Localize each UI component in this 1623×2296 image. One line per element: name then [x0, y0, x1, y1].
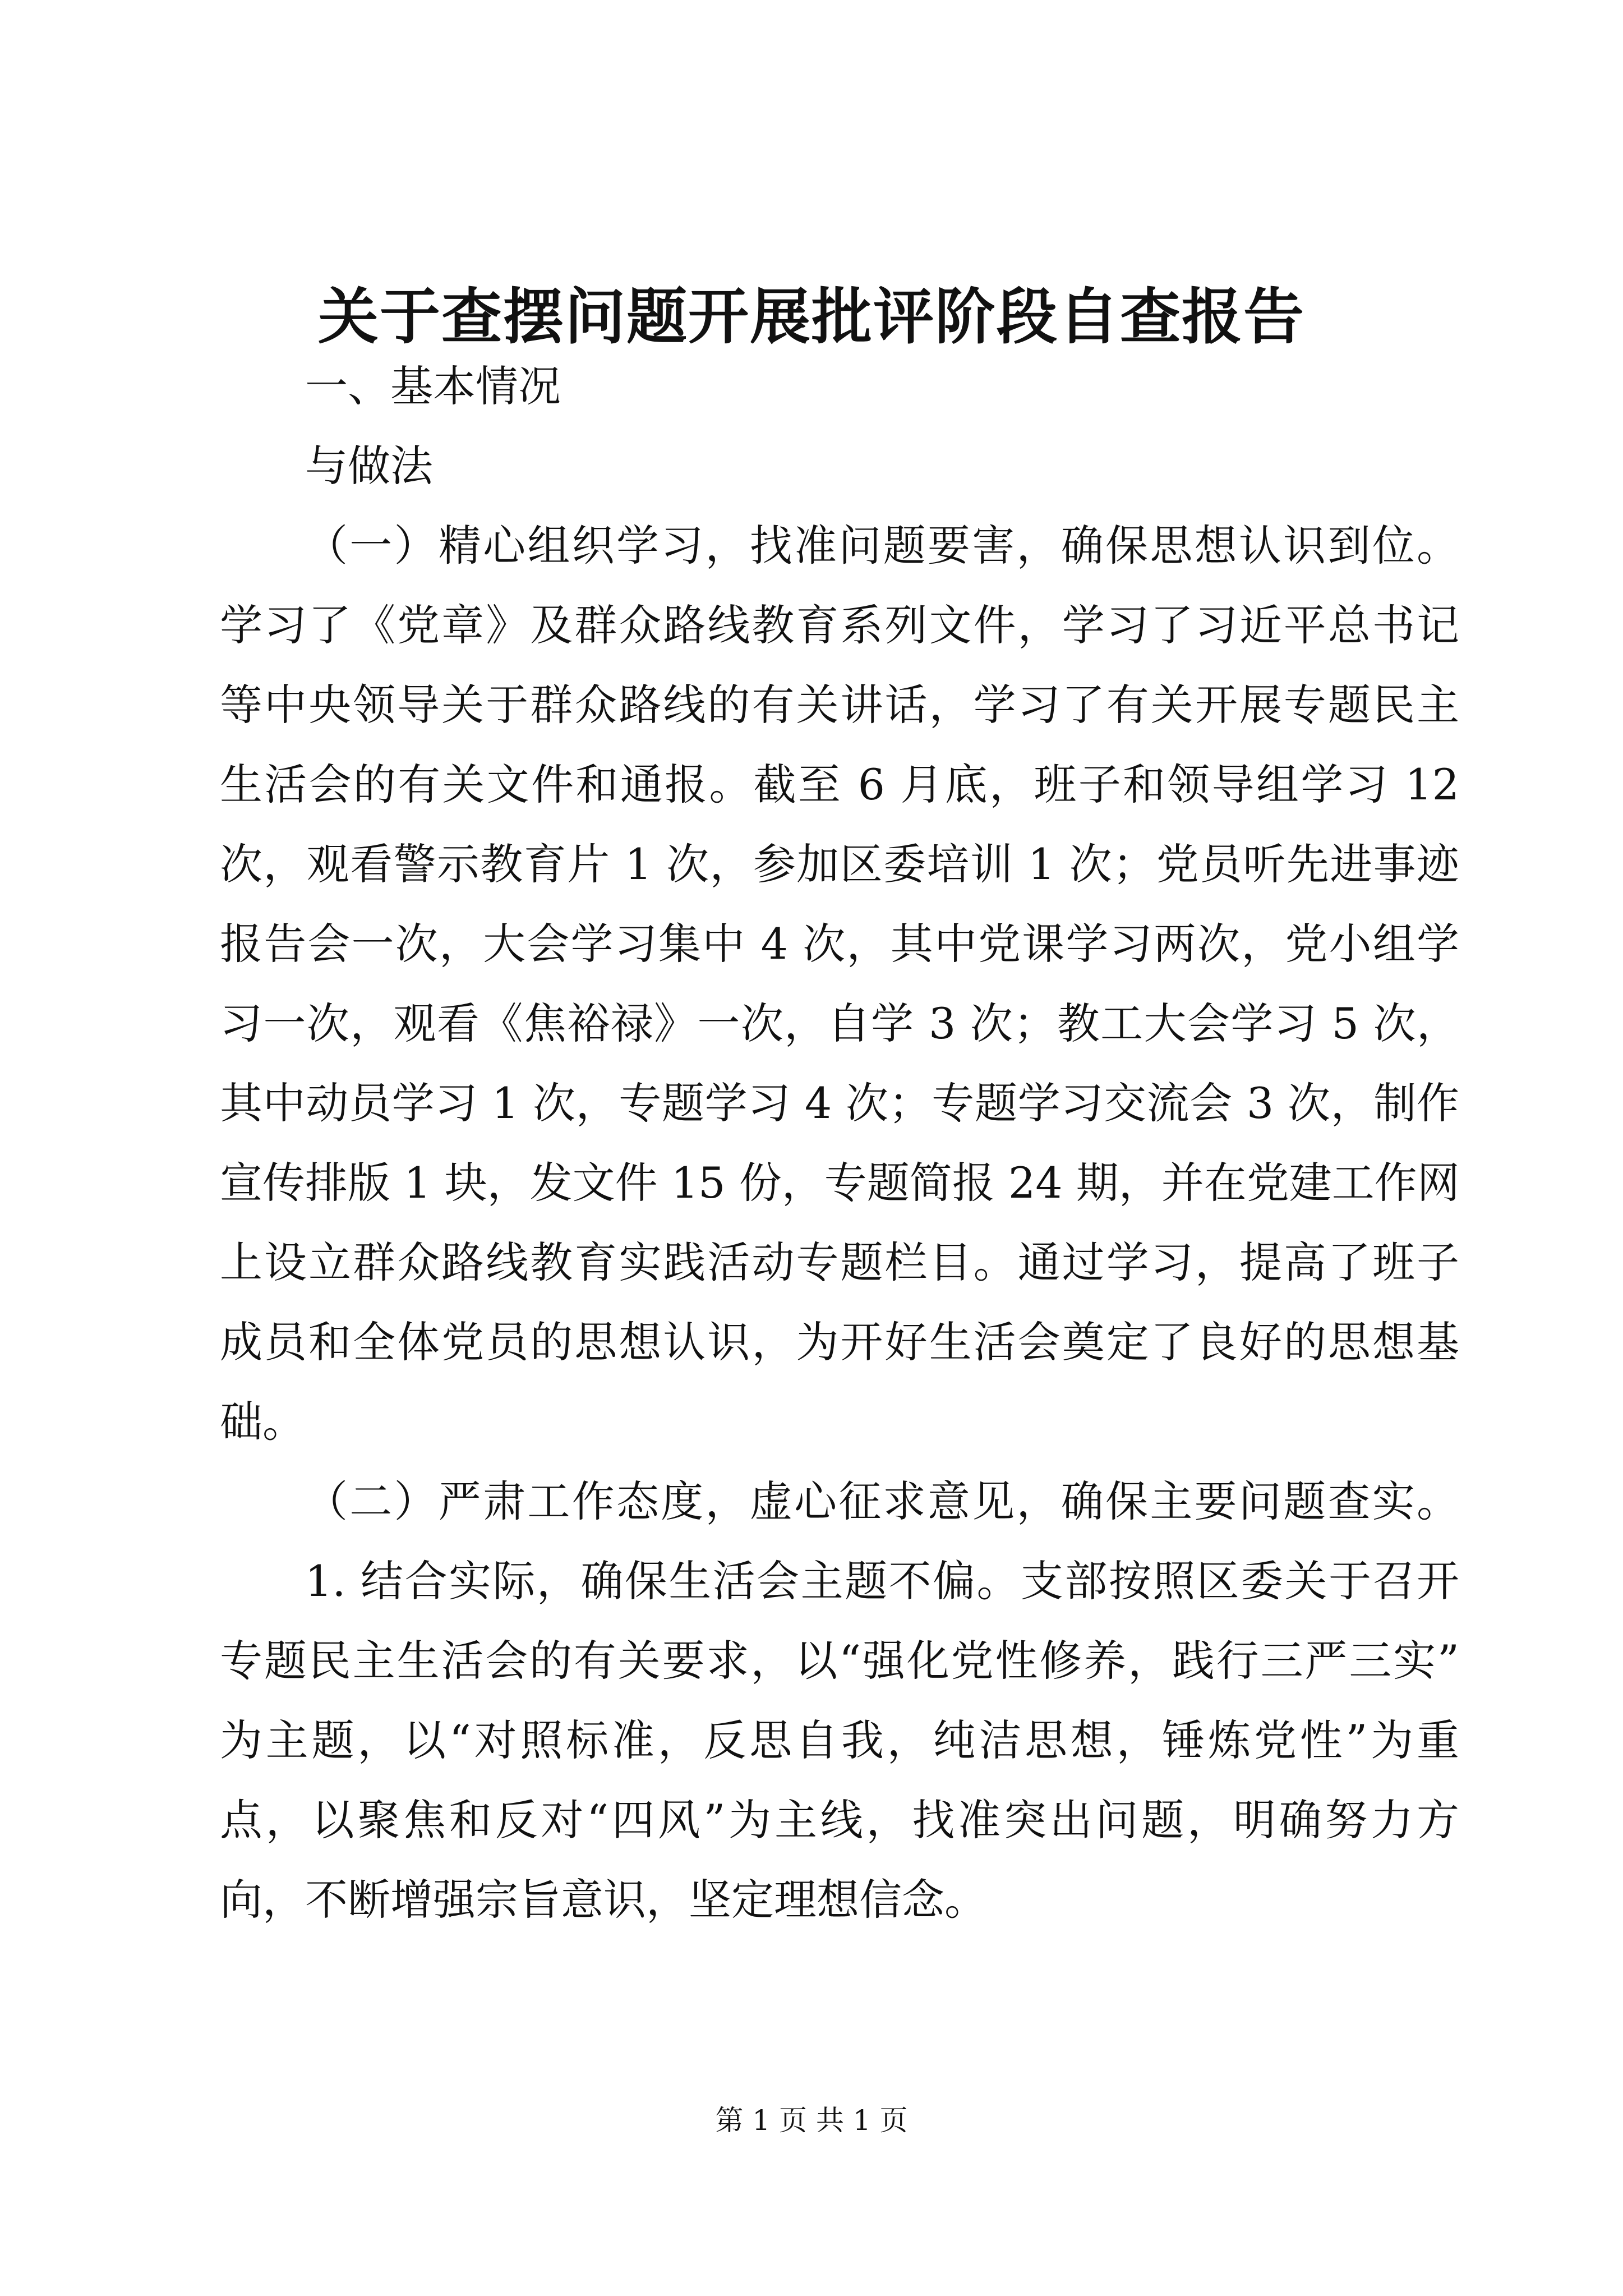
body-line: 学习了《党章》及群众路线教育系列文件，学习了习近平总书记 [220, 600, 1459, 650]
body-line: 专题民主生活会的有关要求，以“强化党性修养，践行三严三实” [220, 1636, 1459, 1686]
body-line: 其中动员学习 1 次，专题学习 4 次；专题学习交流会 3 次，制作 [220, 1078, 1459, 1128]
body-line: 生活会的有关文件和通报。截至 6 月底，班子和领导组学习 12 [220, 760, 1459, 809]
body-line: 1. 结合实际，确保生活会主题不偏。支部按照区委关于召开 [305, 1556, 1459, 1606]
body-line: 习一次，观看《焦裕禄》一次，自学 3 次；教工大会学习 5 次， [220, 999, 1459, 1048]
body-line: 础。 [220, 1397, 305, 1447]
body-line: 宣传排版 1 块，发文件 15 份，专题简报 24 期，并在党建工作网 [220, 1158, 1460, 1208]
body-line: （一）精心组织学习，找准问题要害，确保思想认识到位。 [305, 521, 1459, 570]
body-line: 为主题，以“对照标准，反思自我，纯洁思想，锤炼党性”为重 [220, 1715, 1459, 1765]
body-line: 次，观看警示教育片 1 次，参加区委培训 1 次；党员听先进事迹 [220, 839, 1459, 889]
body-line: （二）严肃工作态度，虚心征求意见，确保主要问题查实。 [305, 1476, 1459, 1526]
body-line: 一、基本情况 [305, 361, 561, 411]
body-line: 报告会一次，大会学习集中 4 次，其中党课学习两次，党小组学 [220, 919, 1459, 969]
page-footer: 第 1 页 共 1 页 [715, 2104, 908, 2137]
body-line: 向，不断增强宗旨意识，坚定理想信念。 [220, 1875, 987, 1925]
body-line: 成员和全体党员的思想认识，为开好生活会奠定了良好的思想基 [220, 1317, 1459, 1367]
body-line: 等中央领导关于群众路线的有关讲话，学习了有关开展专题民主 [220, 680, 1459, 730]
body-line: 与做法 [305, 441, 433, 491]
body-line: 点，以聚焦和反对“四风”为主线，找准突出问题，明确努力方 [220, 1795, 1459, 1845]
document-body [220, 347, 1459, 1940]
document-title: 关于查摆问题开展批评阶段自查报告 [317, 282, 1305, 352]
body-line: 上设立群众路线教育实践活动专题栏目。通过学习，提高了班子 [220, 1237, 1459, 1287]
